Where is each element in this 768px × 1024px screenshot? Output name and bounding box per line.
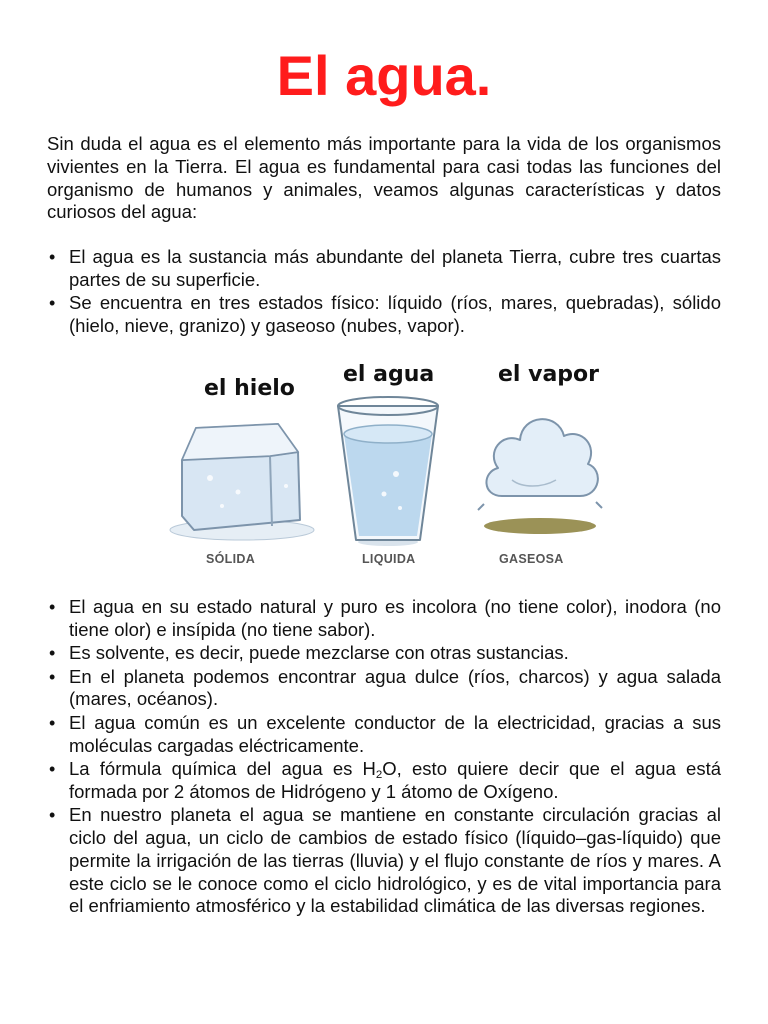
water-glass-icon (328, 394, 448, 550)
list-item: • El agua es la sustancia más abundante del planeta Tierra, cubre tres cuartas partes de su superficie. (47, 246, 721, 292)
solid-caption: SÓLIDA (206, 552, 256, 566)
ice-label: el hielo (204, 376, 295, 401)
list-item: • Se encuentra en tres estados físico: líquido (ríos, mares, quebradas), sólido (hielo, nieve, granizo) y gaseoso (nubes, vapor). (47, 292, 721, 338)
bullet-list-top (47, 246, 721, 338)
formula-text-after: O, esto quiere decir que el agua está formada por 2 átomos de Hidrógeno y 1 átomo de Oxígeno. (69, 757, 722, 802)
page-title: El agua. (276, 44, 492, 107)
water-label: el agua (343, 362, 435, 387)
list-item (47, 758, 721, 804)
gas-caption: GASEOSA (499, 552, 564, 566)
vapor-label: el vapor (498, 362, 600, 387)
water-states-figure (160, 356, 620, 576)
formula-subscript: 2 (375, 768, 383, 781)
formula-text-before: La fórmula química del agua es H (69, 757, 376, 779)
list-item: • En el planeta podemos encontrar agua dulce (ríos, charcos) y agua salada (mares, océanos). (47, 666, 721, 712)
list-item: • Es solvente, es decir, puede mezclarse con otras sustancias. (47, 642, 721, 665)
liquid-caption: LIQUIDA (362, 552, 416, 566)
intro-paragraph: Sin duda el agua es el elemento más importante para la vida de los organismos vivientes en la Tierra. El agua es fundamental para casi todas las funciones del organismo de humanos y animales, veamos algunas características y datos curiosos del agua: (47, 133, 721, 223)
list-item: • En nuestro planeta el agua se mantiene en constante circulación gracias al ciclo del agua, un ciclo de cambios de estado físico (líquido–gas-líquido) que permite la irrigación de las tierras (lluvia) y el flujo constante de ríos y mares. A este ciclo se le conoce como el ciclo hidrológico, y es de vital importancia para el enfriamiento atmosférico y la estabilidad climática de las diversas regiones. (47, 804, 721, 918)
ice-cube-icon (160, 408, 320, 548)
bullet-list-bottom (47, 596, 721, 919)
list-item: • El agua en su estado natural y puro es incolora (no tiene color), inodora (no tiene olor) e insípida (no tiene sabor). (47, 596, 721, 642)
list-item: • El agua común es un excelente conductor de la electricidad, gracias a sus moléculas cargadas eléctricamente. (47, 712, 721, 758)
vapor-cloud-icon (472, 392, 612, 542)
